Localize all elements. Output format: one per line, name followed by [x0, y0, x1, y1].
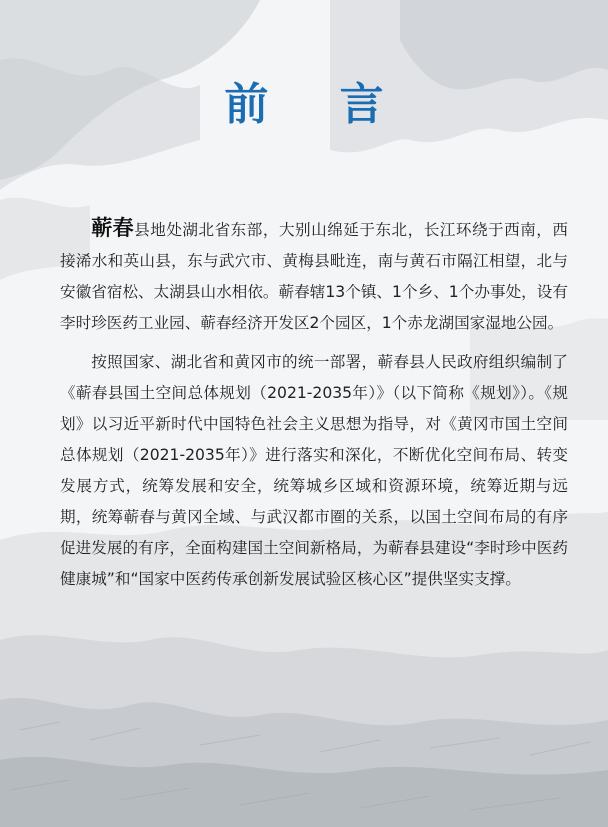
lead-word: 蕲春	[91, 216, 135, 240]
page-title: 前 言	[224, 79, 412, 130]
paragraph-intro	[60, 213, 568, 339]
paragraph-plan: 按照国家、湖北省和黄冈市的统一部署，蕲春县人民政府组织编制了《蕲春县国土空间总体规划（2021-2035年）》（以下简称《规划》）。《规划》以习近平新时代中国特色社会主义思想为指导，对《黄冈市国土空间总体规划（2021-2035年）》进行落实和深化，不断优化空间布局、转变发展方式，统筹发展和安全，统筹城乡区域和资源环境，统筹近期与远期，统筹蕲春与黄冈全域、与武汉都市圈的关系，以国土空间布局的有序促进发展的有序，全面构建国土空间新格局，为蕲春县建设“李时珍中医药健康城”和“国家中医药传承创新发展试验区核心区”提供坚实支撑。	[60, 353, 568, 588]
paragraph-intro-text: 县地处湖北省东部，大别山绵延于东北，长江环绕于西南，西接浠水和英山县，东与武穴市、黄梅县毗连，南与黄石市隔江相望，北与安徽省宿松、太湖县山水相依。蕲春辖13个镇、1个乡、1个办事处，设有李时珍医药工业园、蕲春经济开发区2个园区，1个赤龙湖国家湿地公园。	[60, 221, 568, 332]
body-text	[60, 213, 568, 595]
